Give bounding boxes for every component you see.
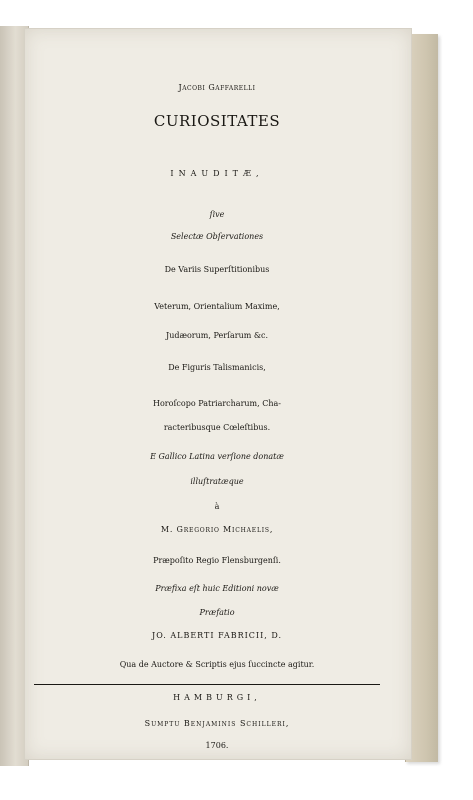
subtitle-line-1: Selectæ Obſervationes xyxy=(170,232,264,241)
subtitle-line-7: racteribusque Cœleſtibus. xyxy=(163,423,271,432)
preface-line-1: Præfixa eſt huic Editioni novæ xyxy=(155,584,279,593)
imprint-year: 1706. xyxy=(205,741,229,750)
sive-line: ſive xyxy=(209,210,225,219)
author-line: Jacobi Gaffarelli xyxy=(178,83,256,92)
title-line-2: INAUDITÆ, xyxy=(170,169,264,178)
preface-note: Qua de Auctore & Scriptis ejus ſuccincte agitur. xyxy=(119,660,315,669)
title-line-1: CURIOSITATES xyxy=(153,112,281,130)
translation-line-1: E Gallico Latina verſione donatæ xyxy=(150,452,284,461)
title-page-text xyxy=(24,28,410,758)
subtitle-line-3: Veterum, Orientalium Maxime, xyxy=(154,302,280,311)
subtitle-line-5: De Figuris Talismanicis, xyxy=(168,363,266,372)
imprint-city: HAMBURGI, xyxy=(173,693,261,702)
imprint-publisher: Sumptu Benjaminis Schilleri, xyxy=(144,719,290,728)
subtitle-line-2: De Variis Superſtitionibus xyxy=(164,265,270,274)
translator-role: Præpoſito Regio Flensburgenſi. xyxy=(153,556,281,565)
preface-line-2: Præfatio xyxy=(199,608,235,617)
translator-a: à xyxy=(214,502,220,511)
subtitle-line-4: Judæorum, Perſarum &c. xyxy=(165,331,269,340)
subtitle-line-6: Horoſcopo Patriarcharum, Cha- xyxy=(153,399,281,408)
translator-name: M. Gregorio Michaelis, xyxy=(160,525,274,534)
imprint-divider xyxy=(34,684,380,685)
translation-line-2: illuſtratæque xyxy=(190,477,244,486)
preface-author: JO. ALBERTI FABRICII, D. xyxy=(151,631,282,640)
